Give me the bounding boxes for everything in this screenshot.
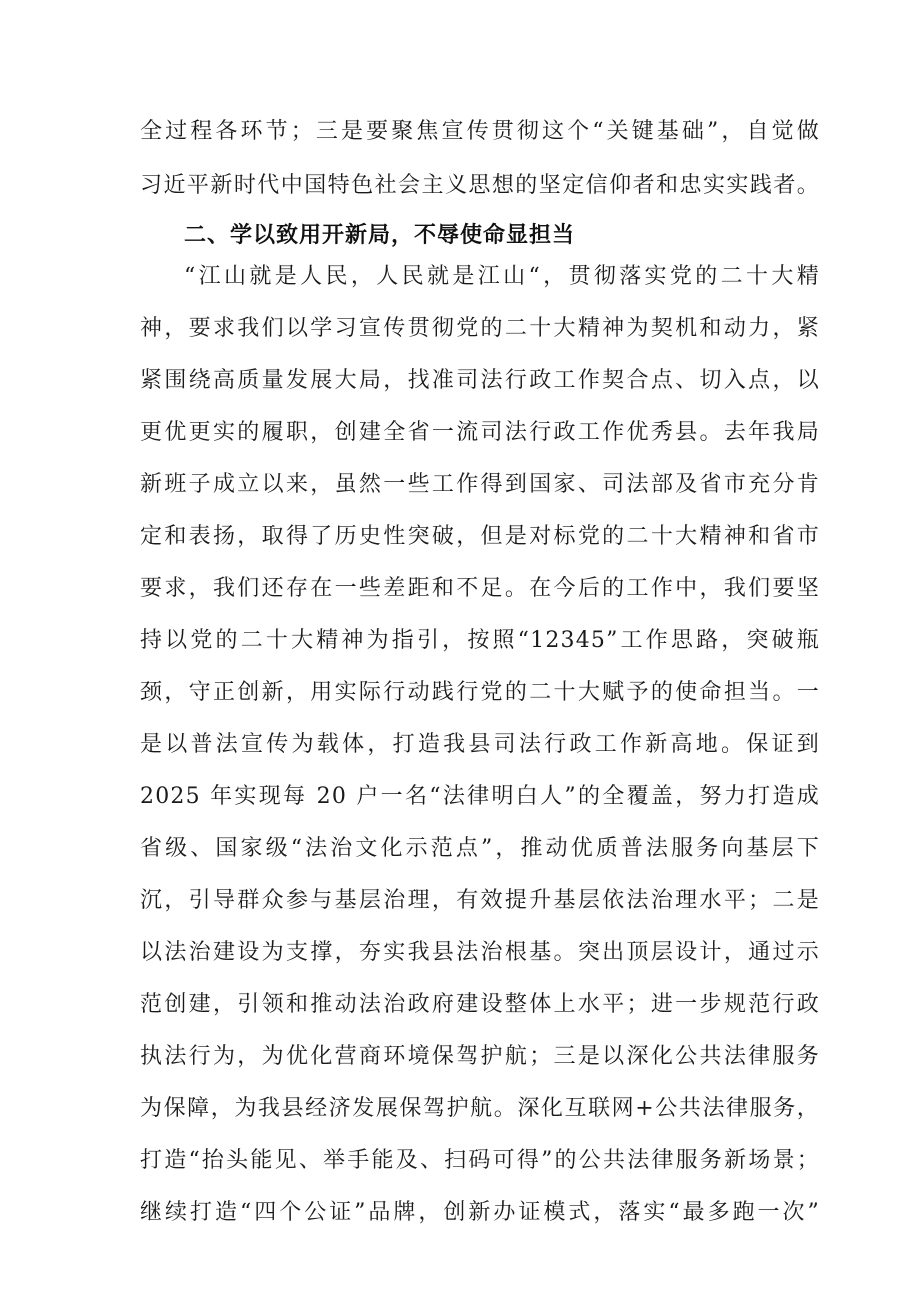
text-line: 全过程各环节；三是要聚焦宣传贯彻这个“关键基础”，自觉做 [140,119,820,144]
paragraph-line: 以法治建设为支撑，夯实我县法治根基。突出顶层设计，通过示 [140,940,820,965]
paragraph-line: 要求，我们还存在一些差距和不足。在今后的工作中，我们要坚 [140,576,820,601]
paragraph-line: “江山就是人民，人民就是江山“，贯彻落实党的二十大精 [184,264,820,289]
paragraph-line: 神，要求我们以学习宣传贯彻党的二十大精神为契机和动力，紧 [140,316,820,341]
paragraph-line: 是以普法宣传为载体，打造我县司法行政工作新高地。保证到 [140,732,820,757]
paragraph-line: 省级、国家级“法治文化示范点”，推动优质普法服务向基层下 [140,836,820,861]
paragraph-line: 更优更实的履职，创建全省一流司法行政工作优秀县。去年我局 [140,420,820,445]
paragraph-line: 2025 年实现每 20 户一名“法律明白人”的全覆盖，努力打造成 [140,784,820,809]
paragraph-line: 打造“抬头能见、举手能及、扫码可得”的公共法律服务新场景； [140,1148,820,1173]
paragraph-line: 紧围绕高质量发展大局，找准司法行政工作契合点、切入点，以 [140,368,820,393]
paragraph-line: 为保障，为我县经济发展保驾护航。深化互联网+公共法律服务， [140,1096,820,1121]
paragraph-line: 范创建，引领和推动法治政府建设整体上水平；进一步规范行政 [140,992,820,1017]
paragraph-line: 沉，引导群众参与基层治理，有效提升基层依法治理水平；二是 [140,888,820,913]
paragraph-line: 继续打造“四个公证”品牌，创新办证模式，落实“最多跑一次” [140,1200,820,1225]
paragraph-line: 持以党的二十大精神为指引，按照“12345”工作思路，突破瓶 [140,628,820,653]
paragraph-line: 新班子成立以来，虽然一些工作得到国家、司法部及省市充分肯 [140,472,820,497]
paragraph-line: 定和表扬，取得了历史性突破，但是对标党的二十大精神和省市 [140,524,820,549]
paragraph-line: 颈，守正创新，用实际行动践行党的二十大赋予的使命担当。一 [140,680,820,705]
paragraph-line: 执法行为，为优化营商环境保驾护航；三是以深化公共法律服务 [140,1044,820,1069]
section-heading: 二、学以致用开新局，不辱使命显担当 [184,223,576,248]
text-line: 习近平新时代中国特色社会主义思想的坚定信仰者和忠实实践者。 [140,173,820,198]
